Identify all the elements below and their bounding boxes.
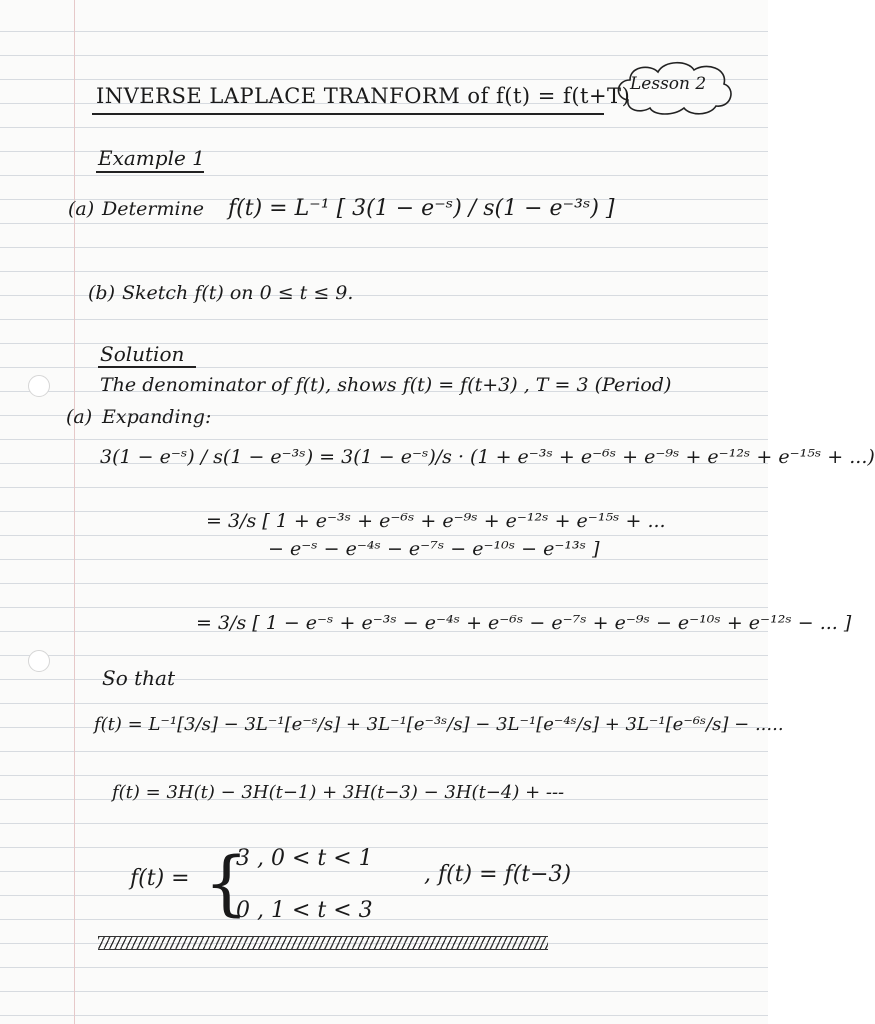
example-underline	[96, 171, 204, 173]
periodicity-statement: , f(t) = f(t−3)	[424, 862, 572, 887]
end-hatch-divider	[98, 936, 548, 950]
part-b-label: (b)	[88, 282, 115, 304]
solution-heading: Solution	[100, 342, 185, 366]
part-b-text: Sketch f(t) on 0 ≤ t ≤ 9.	[122, 282, 354, 304]
part-a-label-solution: (a)	[66, 406, 93, 428]
lesson-badge: Lesson 2	[630, 74, 707, 94]
part-a-expression: f(t) = L⁻¹ [ 3(1 − e⁻ˢ) / s(1 − e⁻³ˢ) ]	[228, 196, 615, 221]
punch-hole	[28, 375, 50, 397]
title-underline	[92, 113, 604, 115]
piecewise-case-1: 3 , 0 < t < 1	[236, 846, 373, 871]
solution-line-period: The denominator of f(t), shows f(t) = f(t+3) , T = 3 (Period)	[100, 374, 672, 396]
margin-line	[74, 0, 75, 1024]
example-heading: Example 1	[98, 146, 205, 170]
equation-heaviside: f(t) = 3H(t) − 3H(t−1) + 3H(t−3) − 3H(t−4) + ---	[112, 782, 565, 803]
equation-combined: = 3/s [ 1 − e⁻ˢ + e⁻³ˢ − e⁻⁴ˢ + e⁻⁶ˢ − e⁻⁷ˢ + e⁻⁹ˢ − e⁻¹⁰ˢ + e⁻¹²ˢ − ... ]	[196, 612, 852, 634]
punch-hole	[28, 650, 50, 672]
equation-expansion: 3(1 − e⁻ˢ) / s(1 − e⁻³ˢ) = 3(1 − e⁻ˢ)/s · (1 + e⁻³ˢ + e⁻⁶ˢ + e⁻⁹ˢ + e⁻¹²ˢ + e⁻¹⁵ˢ + ...)	[100, 446, 875, 468]
equation-split-bottom: − e⁻ˢ − e⁻⁴ˢ − e⁻⁷ˢ − e⁻¹⁰ˢ − e⁻¹³ˢ ]	[268, 538, 600, 560]
part-a-label: (a)	[68, 198, 95, 220]
part-a-text: Determine	[102, 198, 205, 220]
expanding-label: Expanding:	[102, 406, 212, 428]
equation-inverse-terms: f(t) = L⁻¹[3/s] − 3L⁻¹[e⁻ˢ/s] + 3L⁻¹[e⁻³ˢ/s] − 3L⁻¹[e⁻⁴ˢ/s] + 3L⁻¹[e⁻⁶ˢ/s] − .....	[94, 714, 784, 735]
piecewise-lhs: f(t) =	[130, 866, 190, 891]
page-title: INVERSE LAPLACE TRANFORM of f(t) = f(t+T)	[96, 84, 631, 108]
equation-split-top: = 3/s [ 1 + e⁻³ˢ + e⁻⁶ˢ + e⁻⁹ˢ + e⁻¹²ˢ + e⁻¹⁵ˢ + ...	[206, 510, 666, 532]
piecewise-brace: {	[204, 842, 249, 924]
so-that-label: So that	[102, 666, 175, 690]
piecewise-case-2: 0 , 1 < t < 3	[236, 898, 373, 923]
solution-underline	[98, 366, 196, 368]
